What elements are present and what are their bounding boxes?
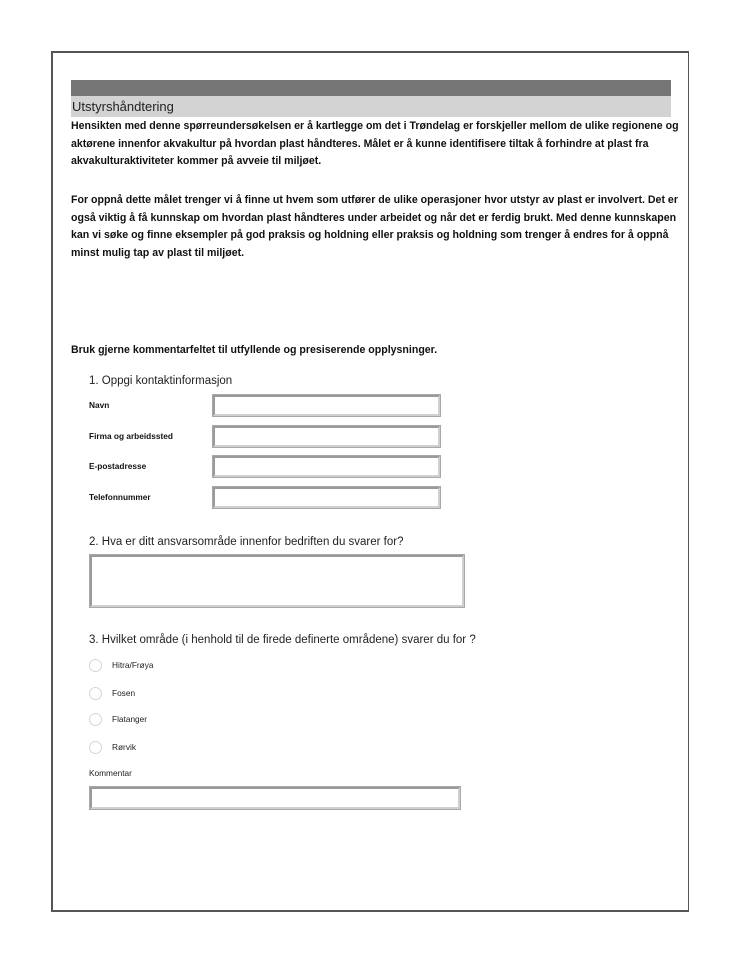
intro-paragraph-2: [71, 192, 681, 262]
option-label: Fosen: [112, 688, 136, 698]
section-title: Utstyrshåndtering: [71, 96, 671, 117]
option-label: Flatanger: [112, 714, 148, 724]
question-1-title: 1. Oppgi kontaktinformasjon: [89, 375, 233, 387]
radio-button[interactable]: [89, 687, 102, 700]
option-label: Rørvik: [112, 742, 136, 752]
radio-button[interactable]: [89, 713, 102, 726]
option-label: Hitra/Frøya: [112, 660, 154, 670]
intro-text-2: For oppnå dette målet trenger vi å finne ut hvem som utfører de ulike operasjoner hvor utstyr av plast er involvert. Det er også viktig å få kunnskap om hvordan plast håndteres under arbeidet og når det er ferdig brukt. Med denne kunnskapen kan vi søke og finne eksempler på god praksis og holdning eller praksis og holdning som trenger å endres for å oppnå minst mulig tap av plast til miljøet.: [71, 194, 678, 259]
email-input[interactable]: [213, 456, 440, 477]
option-rorvik[interactable]: [89, 739, 136, 755]
question-2-title: 2. Hva er ditt ansvarsområde innenfor bedriften du svarer for?: [89, 536, 404, 548]
option-fosen[interactable]: [89, 685, 135, 701]
option-flatanger[interactable]: [89, 711, 147, 727]
radio-button[interactable]: [89, 741, 102, 754]
name-label: Navn: [89, 400, 110, 410]
radio-button[interactable]: [89, 659, 102, 672]
name-input[interactable]: [213, 395, 440, 416]
comment-input[interactable]: [90, 787, 460, 809]
company-input[interactable]: [213, 426, 440, 447]
phone-input[interactable]: [213, 487, 440, 508]
comment-hint: Bruk gjerne kommentarfeltet til utfyllende og presiserende opplysninger.: [71, 344, 438, 356]
email-label: E-postadresse: [89, 461, 147, 471]
page-frame: [51, 51, 689, 912]
intro-paragraph-1: [71, 118, 681, 171]
responsibility-textarea[interactable]: [90, 555, 464, 607]
comment-label: Kommentar: [89, 768, 132, 778]
company-label: Firma og arbeidssted: [89, 431, 173, 441]
phone-label: Telefonnummer: [89, 492, 151, 502]
section-header-bar: [71, 80, 671, 96]
question-3-title: 3. Hvilket område (i henhold til de firede definerte områdene) svarer du for ?: [89, 634, 476, 646]
intro-text-1: Hensikten med denne spørreundersøkelsen er å kartlegge om det i Trøndelag er forskjeller mellom de ulike regionene og aktørene innenfor akvakultur på hvordan plast håndteres. Målet er å kunne identifisere tiltak å forhindre at plast fra akvakulturaktiviteter kommer på avveie til miljøet.: [71, 120, 679, 167]
option-hitra-froya[interactable]: [89, 657, 154, 673]
